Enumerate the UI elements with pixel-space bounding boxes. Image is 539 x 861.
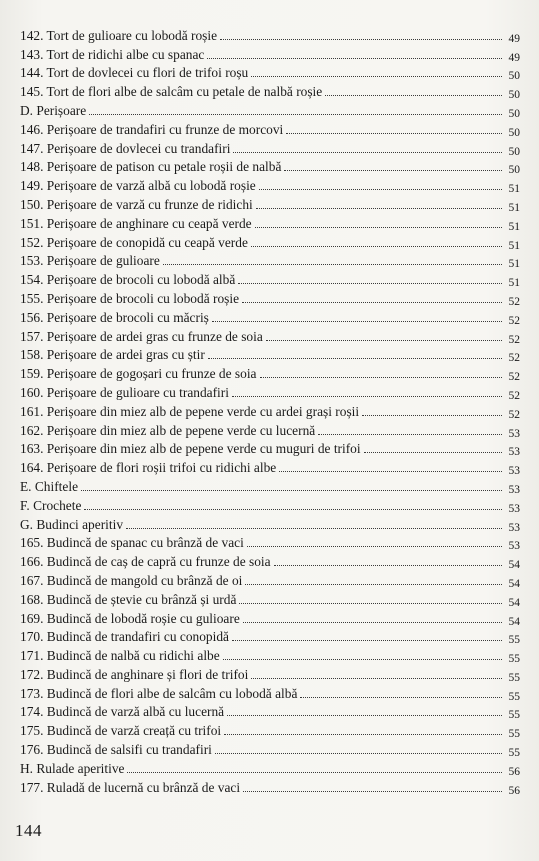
- toc-entry: [20, 381, 520, 400]
- toc-entry-title: 168. Budincă de ștevie cu brânză și urdă: [20, 591, 237, 607]
- toc-leader-dots: [251, 76, 502, 77]
- toc-entry-title: 177. Ruladă de lucernă cu brânză de vaci: [20, 779, 241, 795]
- toc-leader-dots: [220, 39, 502, 40]
- toc-entry-page: 55: [508, 690, 520, 703]
- toc-entry-title: 158. Perișoare de ardei gras cu știr: [20, 347, 205, 363]
- toc-entry-title: 170. Budincă de trandafiri cu conopidă: [20, 629, 229, 645]
- toc-entry: [20, 325, 520, 344]
- toc-entry-page: 53: [508, 465, 520, 478]
- toc-entry-title: 142. Tort de gulioare cu lobodă roșie: [20, 27, 218, 43]
- toc-entry: [20, 344, 520, 363]
- toc-entry: [20, 532, 520, 551]
- toc-entry-title: 162. Perișoare din miez alb de pepene verde cu lucernă: [20, 422, 316, 438]
- toc-entry-page: 55: [508, 671, 520, 684]
- toc-entry: [20, 494, 520, 513]
- toc-entry-page: 52: [508, 333, 520, 346]
- toc-entry-page: 55: [508, 747, 520, 760]
- toc-leader-dots: [208, 358, 502, 359]
- toc-entry-page: 54: [508, 615, 520, 628]
- toc-entry-page: 56: [508, 765, 520, 778]
- toc-leader-dots: [318, 434, 502, 435]
- toc-entry-page: 50: [508, 164, 520, 177]
- toc-entry: [20, 588, 520, 607]
- toc-entry-title: 146. Perișoare de trandafiri cu frunze de morcovi: [20, 121, 284, 137]
- toc-leader-dots: [232, 640, 502, 641]
- toc-entry-title: 155. Perișoare de brocoli cu lobodă roșie: [20, 290, 240, 306]
- toc-entry-title: 145. Tort de flori albe de salcâm cu petale de nalbă roșie: [20, 84, 323, 100]
- toc-entry-page: 55: [508, 634, 520, 647]
- toc-entry-page: 53: [508, 540, 520, 553]
- toc-entry-title: 171. Budincă de nalbă cu ridichi albe: [20, 648, 220, 664]
- toc-entry-page: 51: [508, 220, 520, 233]
- toc-leader-dots: [223, 659, 502, 660]
- toc-entry: [20, 99, 520, 118]
- toc-entry: [20, 757, 520, 776]
- toc-entry: [20, 456, 520, 478]
- toc-entry: [20, 268, 520, 290]
- toc-entry-title: 165. Budincă de spanac cu brânză de vaci: [20, 535, 244, 551]
- toc-entry-title: 150. Perișoare de varză cu frunze de ridichi: [20, 196, 253, 212]
- toc-leader-dots: [274, 565, 502, 566]
- toc-entry: [20, 719, 520, 741]
- toc-entry-title: 148. Perișoare de patison cu petale roșii de nalbă: [20, 159, 282, 175]
- toc-leader-dots: [260, 377, 503, 378]
- toc-entry-title: 153. Perișoare de gulioare: [20, 253, 160, 269]
- toc-entry-title: E. Chiftele: [20, 478, 79, 494]
- toc-entry-page: 51: [508, 277, 520, 290]
- toc-entry: [20, 701, 520, 720]
- toc-leader-dots: [127, 772, 502, 773]
- toc-entry-page: 54: [508, 577, 520, 590]
- toc-entry: [20, 626, 520, 645]
- toc-entry-page: 50: [508, 126, 520, 139]
- toc-leader-dots: [362, 415, 502, 416]
- toc-leader-dots: [259, 189, 502, 190]
- toc-entry: [20, 287, 520, 306]
- toc-entry-page: 56: [508, 784, 520, 797]
- toc-leader-dots: [245, 584, 502, 585]
- toc-entry-title: 166. Budincă de caș de capră cu frunze de soia: [20, 554, 271, 570]
- toc-leader-dots: [238, 283, 502, 284]
- toc-leader-dots: [163, 264, 502, 265]
- toc-leader-dots: [227, 715, 502, 716]
- toc-entry-title: 154. Perișoare de brocoli cu lobodă albă: [20, 272, 236, 288]
- toc-entry-page: 50: [508, 107, 520, 120]
- toc-entry: [20, 419, 520, 438]
- toc-entry: [20, 644, 520, 666]
- toc-leader-dots: [325, 95, 502, 96]
- toc-leader-dots: [239, 603, 502, 604]
- toc-entry-page: 52: [508, 389, 520, 402]
- toc-entry-page: 50: [508, 145, 520, 158]
- toc-entry: [20, 231, 520, 250]
- toc-leader-dots: [247, 546, 502, 547]
- toc-entry-page: 53: [508, 502, 520, 515]
- toc-entry: [20, 156, 520, 175]
- toc-leader-dots: [255, 227, 502, 228]
- toc-entry-title: F. Crochete: [20, 497, 82, 513]
- toc-entry-title: 167. Budincă de mangold cu brânză de oi: [20, 572, 243, 588]
- toc-leader-dots: [233, 152, 502, 153]
- toc-entry-title: 157. Perișoare de ardei gras cu frunze de soia: [20, 328, 263, 344]
- toc-entry: [20, 438, 520, 457]
- toc-leader-dots: [215, 753, 502, 754]
- toc-entry-title: 160. Perișoare de gulioare cu trandafiri: [20, 384, 229, 400]
- toc-entry-page: 53: [508, 521, 520, 534]
- toc-entry: [20, 212, 520, 231]
- toc-entry-title: 169. Budincă de lobodă roșie cu gulioare: [20, 610, 240, 626]
- toc-entry: [20, 306, 520, 325]
- toc-entry-page: 53: [508, 427, 520, 440]
- toc-entry-page: 52: [508, 295, 520, 308]
- toc-leader-dots: [126, 528, 502, 529]
- toc-entry-title: 176. Budincă de salsifi cu trandafiri: [20, 742, 212, 758]
- toc-entry-page: 51: [508, 183, 520, 196]
- toc-entry-page: 55: [508, 728, 520, 741]
- toc-entry-page: 55: [508, 709, 520, 722]
- toc-entry-page: 54: [508, 559, 520, 572]
- toc-leader-dots: [243, 791, 502, 792]
- toc-entry: [20, 24, 520, 43]
- toc-entry-page: 50: [508, 89, 520, 102]
- toc-leader-dots: [81, 490, 502, 491]
- toc-entry-title: 144. Tort de dovlecei cu flori de trifoi roșu: [20, 65, 249, 81]
- toc-entry-page: 49: [508, 51, 520, 64]
- toc-leader-dots: [364, 452, 502, 453]
- toc-entry-title: 143. Tort de ridichi albe cu spanac: [20, 46, 205, 62]
- toc-entry-page: 52: [508, 314, 520, 327]
- toc-entry-page: 52: [508, 408, 520, 421]
- toc-leader-dots: [251, 246, 502, 247]
- toc-entry-page: 52: [508, 352, 520, 365]
- toc-entry-title: 173. Budincă de flori albe de salcâm cu lobodă albă: [20, 685, 298, 701]
- toc-entry: [20, 62, 520, 81]
- toc-leader-dots: [251, 678, 502, 679]
- toc-entry: [20, 513, 520, 532]
- toc-entry: [20, 776, 520, 795]
- toc-leader-dots: [256, 208, 502, 209]
- toc-leader-dots: [300, 697, 502, 698]
- toc-entry-title: 156. Perișoare de brocoli cu măcriș: [20, 309, 209, 325]
- toc-entry: [20, 80, 520, 102]
- toc-leader-dots: [286, 133, 502, 134]
- toc-leader-dots: [232, 396, 502, 397]
- toc-leader-dots: [89, 114, 502, 115]
- toc-entry-title: 164. Perișoare de flori roșii trifoi cu ridichi albe: [20, 460, 277, 476]
- toc-entry-page: 50: [508, 70, 520, 83]
- toc-entry-page: 49: [508, 32, 520, 45]
- toc-leader-dots: [243, 622, 502, 623]
- toc-leader-dots: [266, 340, 502, 341]
- toc-entry-title: 152. Perișoare de conopidă cu ceapă verde: [20, 234, 248, 250]
- toc-entry: [20, 43, 520, 62]
- toc-entry: [20, 569, 520, 588]
- toc-entry-title: G. Budinci aperitiv: [20, 516, 124, 532]
- toc-entry: [20, 118, 520, 137]
- toc-entry: [20, 174, 520, 196]
- toc-entry-title: 151. Perișoare de anghinare cu ceapă verde: [20, 215, 252, 231]
- toc-entry: [20, 250, 520, 269]
- toc-leader-dots: [284, 170, 502, 171]
- toc-entry: [20, 738, 520, 760]
- toc-entry-title: 147. Perișoare de dovlecei cu trandafiri: [20, 140, 231, 156]
- toc-entry-title: 163. Perișoare din miez alb de pepene verde cu muguri de trifoi: [20, 441, 361, 457]
- toc-entry-title: 149. Perișoare de varză albă cu lobodă roșie: [20, 178, 256, 194]
- toc-leader-dots: [207, 58, 502, 59]
- toc-entry-page: 51: [508, 201, 520, 214]
- toc-entry-page: 53: [508, 483, 520, 496]
- toc-entry: [20, 607, 520, 626]
- toc-entry-page: 51: [508, 239, 520, 252]
- toc-entry: [20, 193, 520, 212]
- toc-leader-dots: [242, 302, 502, 303]
- toc-entry-title: 172. Budincă de anghinare și flori de trifoi: [20, 666, 249, 682]
- toc-entry-title: 161. Perișoare din miez alb de pepene verde cu ardei grași roșii: [20, 403, 360, 419]
- toc-entry-title: H. Rulade aperitive: [20, 760, 125, 776]
- toc-entry: [20, 137, 520, 156]
- toc-entry: [20, 550, 520, 572]
- toc-entry-title: 175. Budincă de varză creață cu trifoi: [20, 723, 222, 739]
- table-of-contents: [20, 24, 520, 795]
- toc-entry: [20, 362, 520, 384]
- toc-entry: [20, 475, 520, 494]
- toc-leader-dots: [84, 509, 502, 510]
- toc-entry-page: 53: [508, 446, 520, 459]
- toc-entry-page: 54: [508, 596, 520, 609]
- toc-entry-title: 174. Budincă de varză albă cu lucernă: [20, 704, 225, 720]
- toc-entry-page: 52: [508, 371, 520, 384]
- toc-entry: [20, 663, 520, 682]
- toc-leader-dots: [224, 734, 502, 735]
- toc-entry-title: D. Perișoare: [20, 102, 87, 118]
- toc-entry-page: 55: [508, 653, 520, 666]
- toc-leader-dots: [279, 471, 502, 472]
- toc-entry-page: 51: [508, 258, 520, 271]
- toc-entry: [20, 400, 520, 419]
- toc-entry: [20, 682, 520, 701]
- toc-entry-title: 159. Perișoare de gogoșari cu frunze de soia: [20, 366, 257, 382]
- page-number: 144: [15, 821, 42, 840]
- toc-leader-dots: [212, 321, 502, 322]
